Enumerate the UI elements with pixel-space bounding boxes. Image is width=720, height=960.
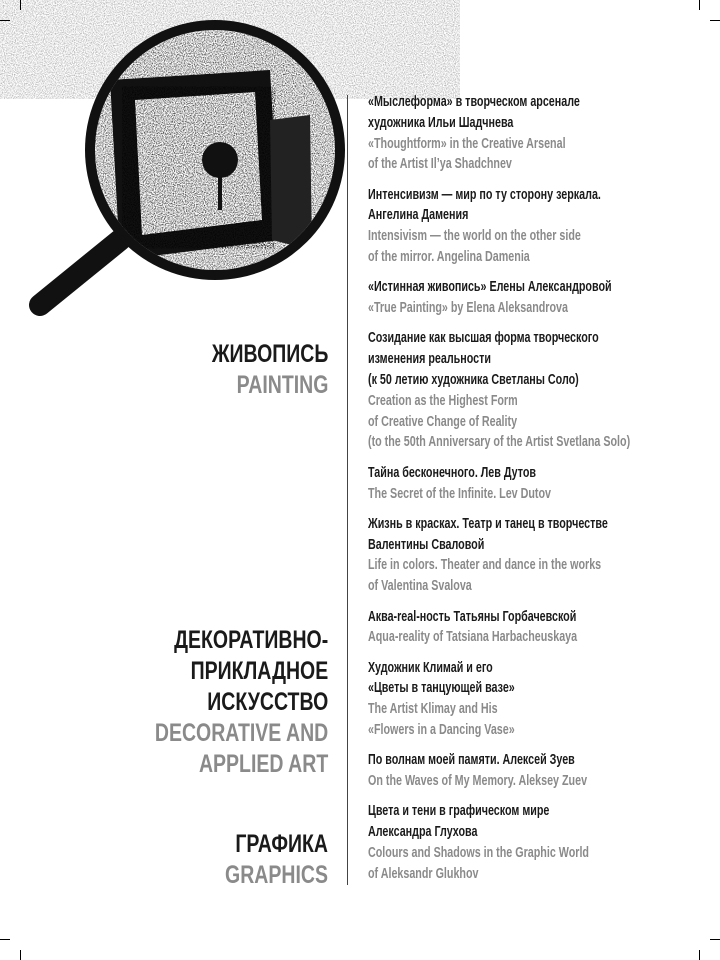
entry-title-ru: Аква-real-ность Татьяны Горбачевской — [368, 608, 577, 625]
toc-entry[interactable] — [368, 185, 686, 268]
section-title-en: DECORATIVE AND — [154, 719, 328, 747]
section-heading-decorative-applied-art — [155, 625, 328, 780]
entry-title-en: On the Waves of My Memory. Aleksey Zuev — [368, 773, 588, 790]
entry-title-ru: Созидание как высшая форма творческого — [368, 330, 599, 347]
entry-title-ru: Валентины Сваловой — [368, 536, 485, 553]
entry-title-ru: «Цветы в танцующей вазе» — [368, 680, 515, 697]
section-title-ru: ДЕКОРАТИВНО- — [173, 626, 328, 654]
entry-title-en: Intensivism — the world on the other side — [368, 228, 581, 245]
section-title-en: GRAPHICS — [225, 861, 328, 889]
crop-mark — [20, 0, 21, 10]
crop-mark — [710, 939, 720, 940]
toc-entry[interactable] — [368, 801, 686, 884]
toc-entry[interactable] — [368, 658, 686, 741]
entry-title-en: «Flowers in a Dancing Vase» — [368, 722, 515, 739]
entry-title-ru: художника Ильи Шадчнева — [368, 114, 514, 131]
entry-title-en: «Thoughtform» in the Creative Arsenal — [368, 135, 566, 152]
entry-title-ru: Жизнь в красках. Театр и танец в творчестве — [368, 515, 608, 532]
entry-title-en: of Aleksandr Glukhov — [368, 865, 479, 882]
toc-entry[interactable] — [368, 463, 686, 505]
entry-title-ru: изменения реальности — [368, 351, 491, 368]
crop-mark — [699, 0, 700, 10]
entry-title-ru: «Истинная живопись» Елены Александровой — [368, 279, 612, 296]
entry-title-en: «True Painting» by Elena Aleksandrova — [368, 300, 568, 317]
entry-title-en: of Creative Change of Reality — [368, 413, 518, 430]
entry-title-ru: Ангелина Дамения — [368, 207, 469, 224]
toc-entry[interactable] — [368, 514, 686, 597]
entry-title-ru: (к 50 летию художника Светланы Соло) — [368, 372, 579, 389]
entry-title-en: Life in colors. Theater and dance in the works — [368, 557, 602, 574]
crop-mark — [710, 20, 720, 21]
crop-mark — [20, 950, 21, 960]
entry-title-ru: Цвета и тени в графическом мире — [368, 803, 550, 820]
entry-title-en: Aqua-reality of Tatsiana Harbacheuskaya — [368, 629, 578, 646]
entry-title-en: Creation as the Highest Form — [368, 392, 518, 409]
entry-title-ru: По волнам моей памяти. Алексей Зуев — [368, 752, 575, 769]
toc-entry[interactable] — [368, 328, 686, 453]
toc-entry[interactable] — [368, 277, 686, 319]
entry-title-ru: Тайна бесконечного. Лев Дутов — [368, 464, 536, 481]
entry-title-en: Colours and Shadows in the Graphic World — [368, 845, 589, 861]
entry-title-ru: Художник Климай и его — [368, 659, 493, 676]
toc-entry[interactable] — [368, 750, 686, 792]
section-title-ru: ЖИВОПИСЬ — [211, 340, 328, 368]
crop-mark — [699, 950, 700, 960]
column-divider — [347, 95, 348, 885]
section-title-en: PAINTING — [236, 371, 328, 399]
entry-title-ru: Александра Глухова — [368, 824, 478, 841]
entry-title-en: (to the 50th Anniversary of the Artist Svetlana Solo) — [368, 434, 631, 451]
crop-mark — [0, 939, 10, 940]
entry-title-en: of the mirror. Angelina Damenia — [368, 249, 530, 266]
entry-title-en: The Artist Klimay and His — [368, 701, 498, 718]
entry-title-en: of the Artist Il’ya Shadchnev — [368, 156, 512, 173]
section-heading-painting — [211, 339, 328, 401]
toc-entry[interactable] — [368, 92, 686, 175]
entry-title-ru: Интенсивизм — мир по ту сторону зеркала. — [368, 186, 601, 203]
entry-title-ru: «Мыслеформа» в творческом арсенале — [368, 94, 580, 110]
section-title-ru: ПРИКЛАДНОЕ — [190, 657, 328, 685]
section-heading-graphics — [225, 829, 328, 891]
section-title-ru: ГРАФИКА — [235, 830, 328, 858]
section-title-en: APPLIED ART — [198, 750, 328, 778]
entry-title-en: The Secret of the Infinite. Lev Dutov — [368, 485, 552, 502]
section-title-ru: ИСКУССТВО — [207, 688, 328, 716]
entry-title-en: of Valentina Svalova — [368, 578, 472, 595]
crop-mark — [0, 20, 10, 21]
table-of-contents — [368, 92, 686, 894]
toc-entry[interactable] — [368, 607, 686, 649]
